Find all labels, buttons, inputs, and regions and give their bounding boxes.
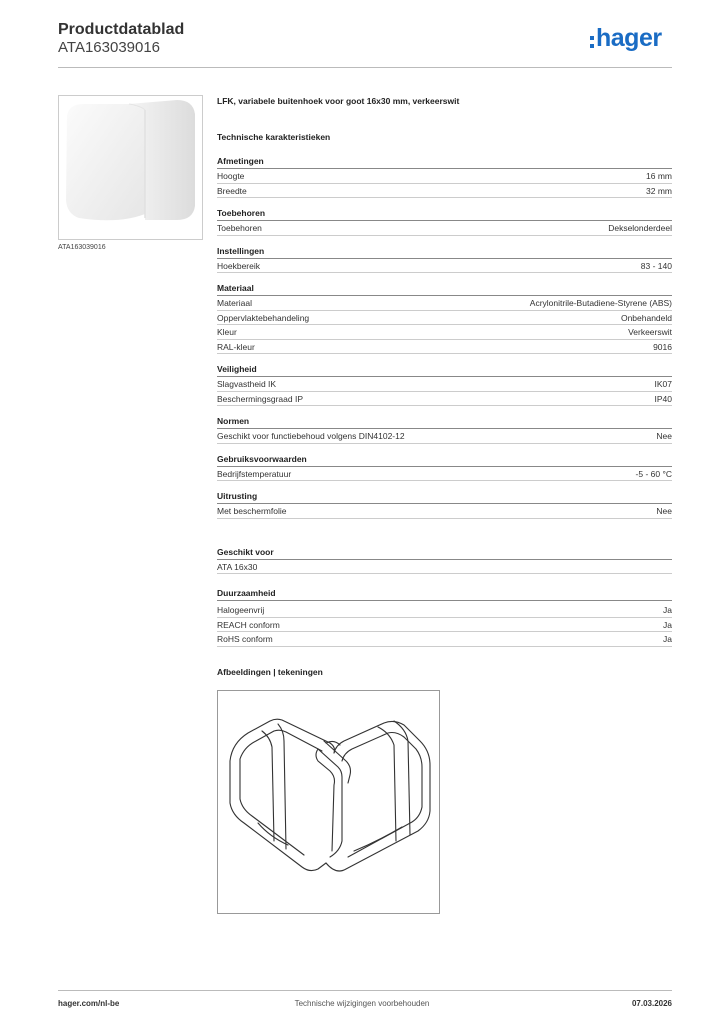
product-title: LFK, variabele buitenhoek voor goot 16x30 mm, verkeerswit (217, 96, 460, 106)
spec-row (217, 560, 672, 575)
spec-content (217, 96, 672, 677)
footer-website-link[interactable]: hager.com/nl-be (58, 999, 120, 1008)
spec-row (217, 325, 672, 340)
spec-label: Materiaal (217, 298, 252, 308)
spec-label: Kleur (217, 327, 237, 337)
section-title: Toebehoren (217, 208, 672, 221)
spec-value: Ja (663, 634, 672, 644)
section-title: Gebruiksvoorwaarden (217, 454, 672, 467)
spec-row (217, 184, 672, 199)
spec-label: REACH conform (217, 619, 280, 630)
spec-value: -5 - 60 °C (635, 468, 672, 479)
spec-label: Halogeenvrij (217, 605, 265, 615)
footer-date: 07.03.2026 (631, 999, 672, 1008)
spec-value: Nee (656, 431, 672, 441)
section-title: Instellingen (217, 246, 672, 259)
spec-value: 9016 (653, 341, 672, 352)
spec-row (217, 311, 672, 326)
product-code: ATA163039016 (58, 39, 161, 56)
spec-label: Oppervlaktebehandeling (217, 312, 310, 323)
spec-value: Nee (656, 506, 672, 516)
spec-section (217, 156, 672, 198)
spec-section (217, 246, 672, 274)
product-photo-image (59, 96, 202, 239)
spec-section (217, 416, 672, 444)
spec-section (217, 454, 672, 482)
spec-section (217, 208, 672, 236)
technical-drawing (217, 690, 440, 914)
drawings-heading: Afbeeldingen | tekeningen (217, 666, 323, 677)
spec-section (217, 364, 672, 406)
spec-label: Slagvastheid IK (217, 379, 277, 389)
section-title: Materiaal (217, 283, 672, 296)
spec-row (217, 221, 672, 236)
tech-heading: Technische karakteristieken (217, 132, 331, 142)
spec-label: Hoekbereik (217, 260, 260, 271)
page-title: Productdatablad (58, 21, 185, 38)
section-title: Uitrusting (217, 491, 672, 504)
header-divider (58, 67, 672, 68)
hager-logo (590, 26, 662, 51)
spec-value: IK07 (654, 379, 672, 389)
spec-label: Hoogte (217, 171, 245, 181)
spec-label: Geschikt voor functiebehoud volgens DIN4102-12 (217, 431, 405, 441)
spec-label: Bedrijfstemperatuur (217, 468, 292, 479)
product-photo (58, 95, 203, 240)
spec-row (217, 169, 672, 184)
spec-value: Acrylonitrile-Butadiene-Styrene (ABS) (529, 298, 672, 308)
spec-row (217, 296, 672, 311)
spec-value: Dekselonderdeel (608, 223, 672, 233)
spec-label: RAL-kleur (217, 341, 255, 352)
footer-disclaimer: Technische wijzigingen voorbehouden (294, 999, 430, 1008)
spec-value: IP40 (654, 393, 672, 404)
spec-row (217, 632, 672, 647)
section-title: Duurzaamheid (217, 588, 672, 601)
spec-label: Breedte (217, 185, 247, 196)
spec-row (217, 429, 672, 444)
spec-row (217, 392, 672, 407)
section-title: Geschikt voor (217, 547, 672, 560)
section-title: Afmetingen (217, 156, 672, 169)
suitable-section (217, 547, 672, 575)
spec-value: Verkeerswit (628, 327, 672, 337)
spec-section (217, 283, 672, 354)
logo-colon-icon (590, 36, 594, 48)
spec-row (217, 259, 672, 274)
spec-row (217, 618, 672, 633)
section-title: Normen (217, 416, 672, 429)
spec-value: 83 - 140 (640, 260, 672, 271)
spec-row (217, 603, 672, 618)
footer-divider (58, 990, 672, 991)
corner-drawing-image (218, 691, 439, 913)
spec-label: Toebehoren (217, 223, 262, 233)
spec-row (217, 504, 672, 519)
spec-section (217, 491, 672, 519)
spec-row (217, 467, 672, 482)
spec-label: Beschermingsgraad IP (217, 393, 303, 404)
sustainability-section (217, 588, 672, 647)
spec-value: Ja (663, 605, 672, 615)
spec-sections (217, 156, 672, 519)
photo-caption: ATA163039016 (58, 244, 106, 251)
section-title: Veiligheid (217, 364, 672, 377)
spec-value: Onbehandeld (620, 312, 672, 323)
spec-value: 32 mm (646, 185, 672, 196)
spec-label: RoHS conform (217, 634, 273, 644)
spec-value: 16 mm (646, 171, 672, 181)
spec-label: Met beschermfolie (217, 506, 287, 516)
logo-text: hager (596, 24, 662, 52)
spec-row (217, 340, 672, 355)
spec-label: ATA 16x30 (217, 561, 258, 572)
spec-row (217, 377, 672, 392)
spec-value: Ja (663, 619, 672, 630)
